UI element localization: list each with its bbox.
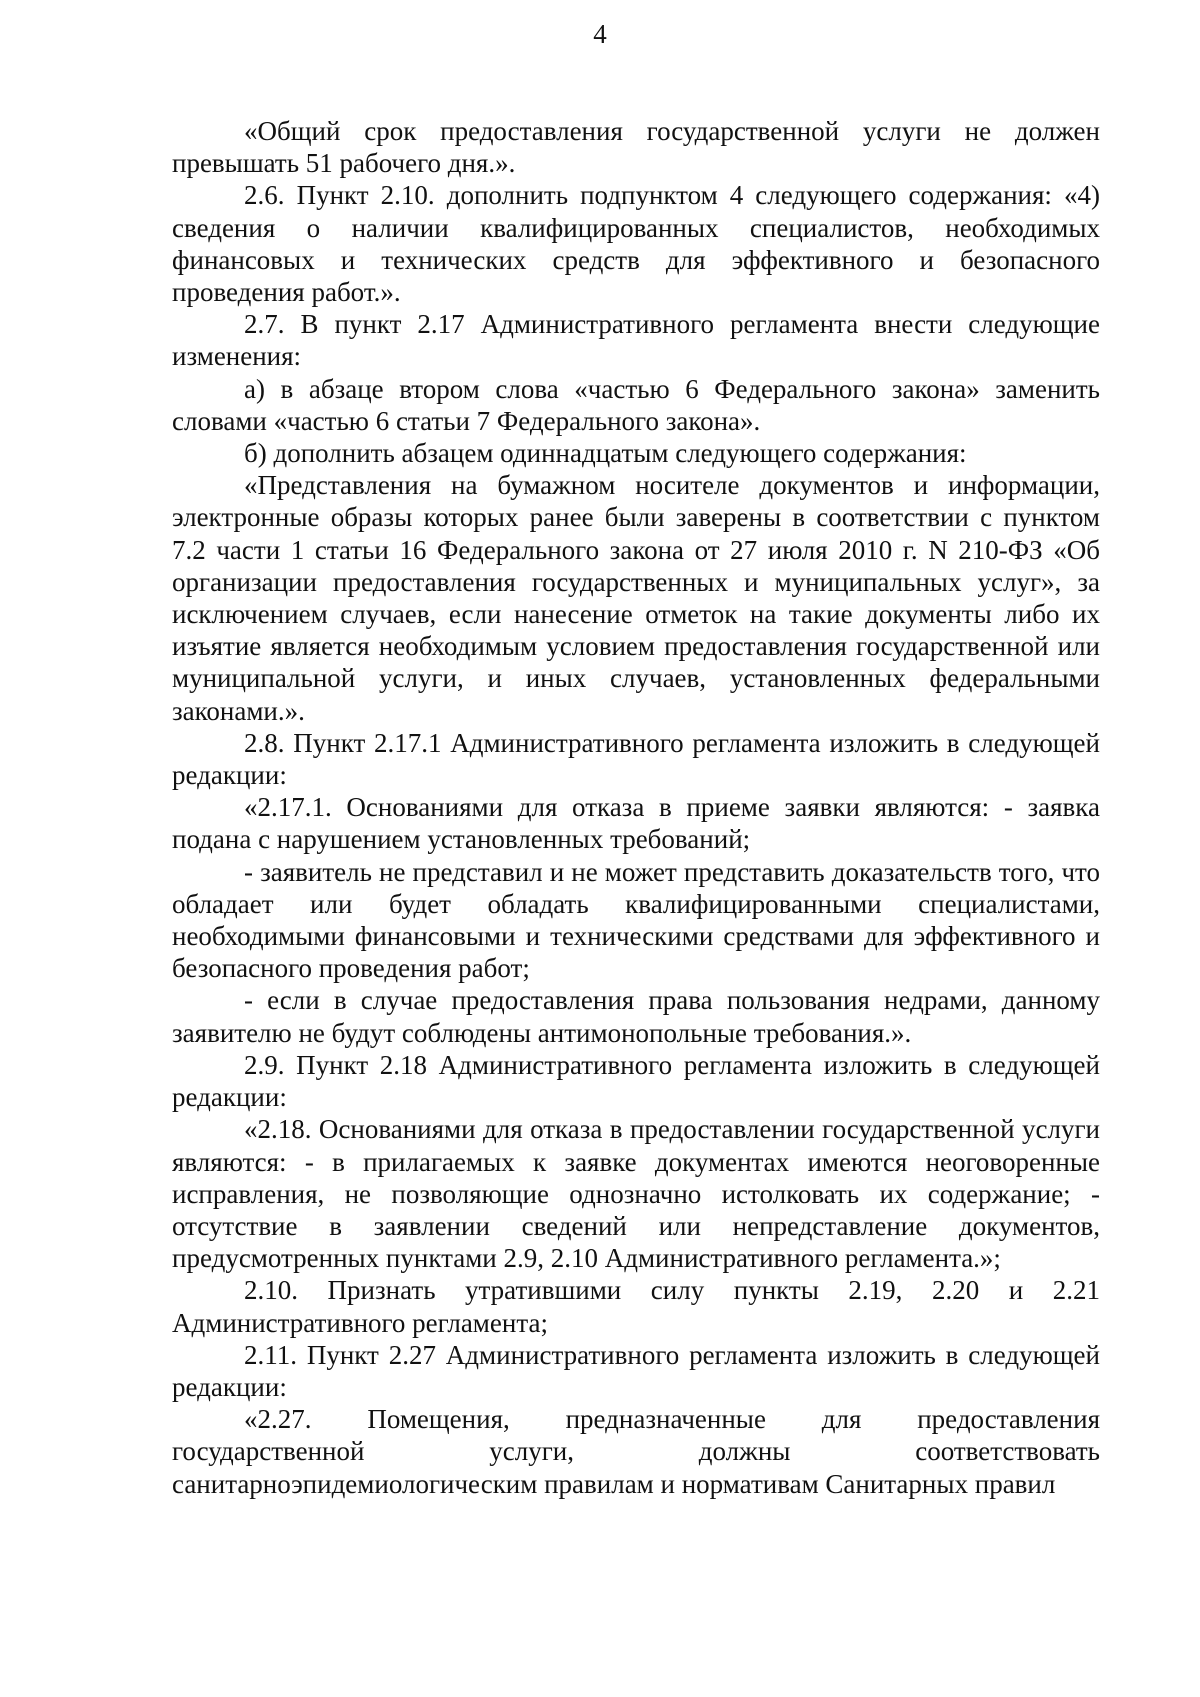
paragraph-total-term: «Общий срок предоставления государственной услуги не должен превышать 51 рабочего дня.». [172,116,1100,179]
paragraph-2-10: 2.10. Признать утратившими силу пункты 2.19, 2.20 и 2.21 Административного регламента; [172,1275,1100,1338]
paragraph-2-18: «2.18. Основаниями для отказа в предоставлении государственной услуги являются: - в прилагаемых к заявке документах имеются неоговоренные исправления, не позволяющие однозначно истолковать их содержание; - отсутствие в заявлении сведений или непредставление документов, предусмотренных пунктами 2.9, 2.10 Административного регламента.»; [172,1114,1100,1274]
paragraph-2-7: 2.7. В пункт 2.17 Административного регламента внести следующие изменения: [172,309,1100,372]
paragraph-2-7-a: а) в абзаце втором слова «частью 6 Федерального закона» заменить словами «частью 6 статьи 7 Федерального закона». [172,373,1100,436]
paragraph-antimonopoly: - если в случае предоставления права пользования недрами, данному заявителю не будут соблюдены антимонопольные требования.». [172,985,1100,1048]
paragraph-2-7-b: б) дополнить абзацем одиннадцатым следующего содержания: [244,438,967,469]
paragraph-2-17-1: «2.17.1. Основаниями для отказа в приеме заявки являются: - заявка подана с нарушением установленных требований; [172,792,1100,855]
paragraph-2-6: 2.6. Пункт 2.10. дополнить подпунктом 4 следующего содержания: «4) сведения о наличии квалифицированных специалистов, необходимых финансовых и технических средств для эффективного и безопасного проведения работ.». [172,180,1100,308]
paragraph-paper-documents: «Представления на бумажном носителе документов и информации, электронные образы которых ранее были заверены в соответствии с пунктом 7.2 части 1 статьи 16 Федерального закона от 27 июля 2010 г. N 210-ФЗ «Об организации предоставления государственных и муниципальных услуг», за исключением случаев, если нанесение отметок на такие документы либо их изъятие является необходимым условием предоставления государственной или муниципальной услуги, и иных случаев, установленных федеральными законами.». [172,470,1100,726]
paragraph-2-11: 2.11. Пункт 2.27 Административного регламента изложить в следующей редакции: [172,1339,1100,1402]
paragraph-2-8: 2.8. Пункт 2.17.1 Административного регламента изложить в следующей редакции: [172,727,1100,791]
paragraph-2-27: «2.27. Помещения, предназначенные для предоставления государственной услуги, должны соответствовать санитарноэпидемиологическим правилам и нормативам Санитарных правил [172,1404,1100,1499]
page-number: 4 [593,19,607,49]
paragraph-applicant-evidence: - заявитель не представил и не может представить доказательств того, что обладает или будет обладать квалифицированными специалистами, необходимыми финансовыми и техническими средствами для эффективного и безопасного проведения работ; [172,856,1100,984]
paragraph-2-9: 2.9. Пункт 2.18 Административного регламента изложить в следующей редакции: [172,1049,1100,1113]
document-body [172,115,1100,1500]
